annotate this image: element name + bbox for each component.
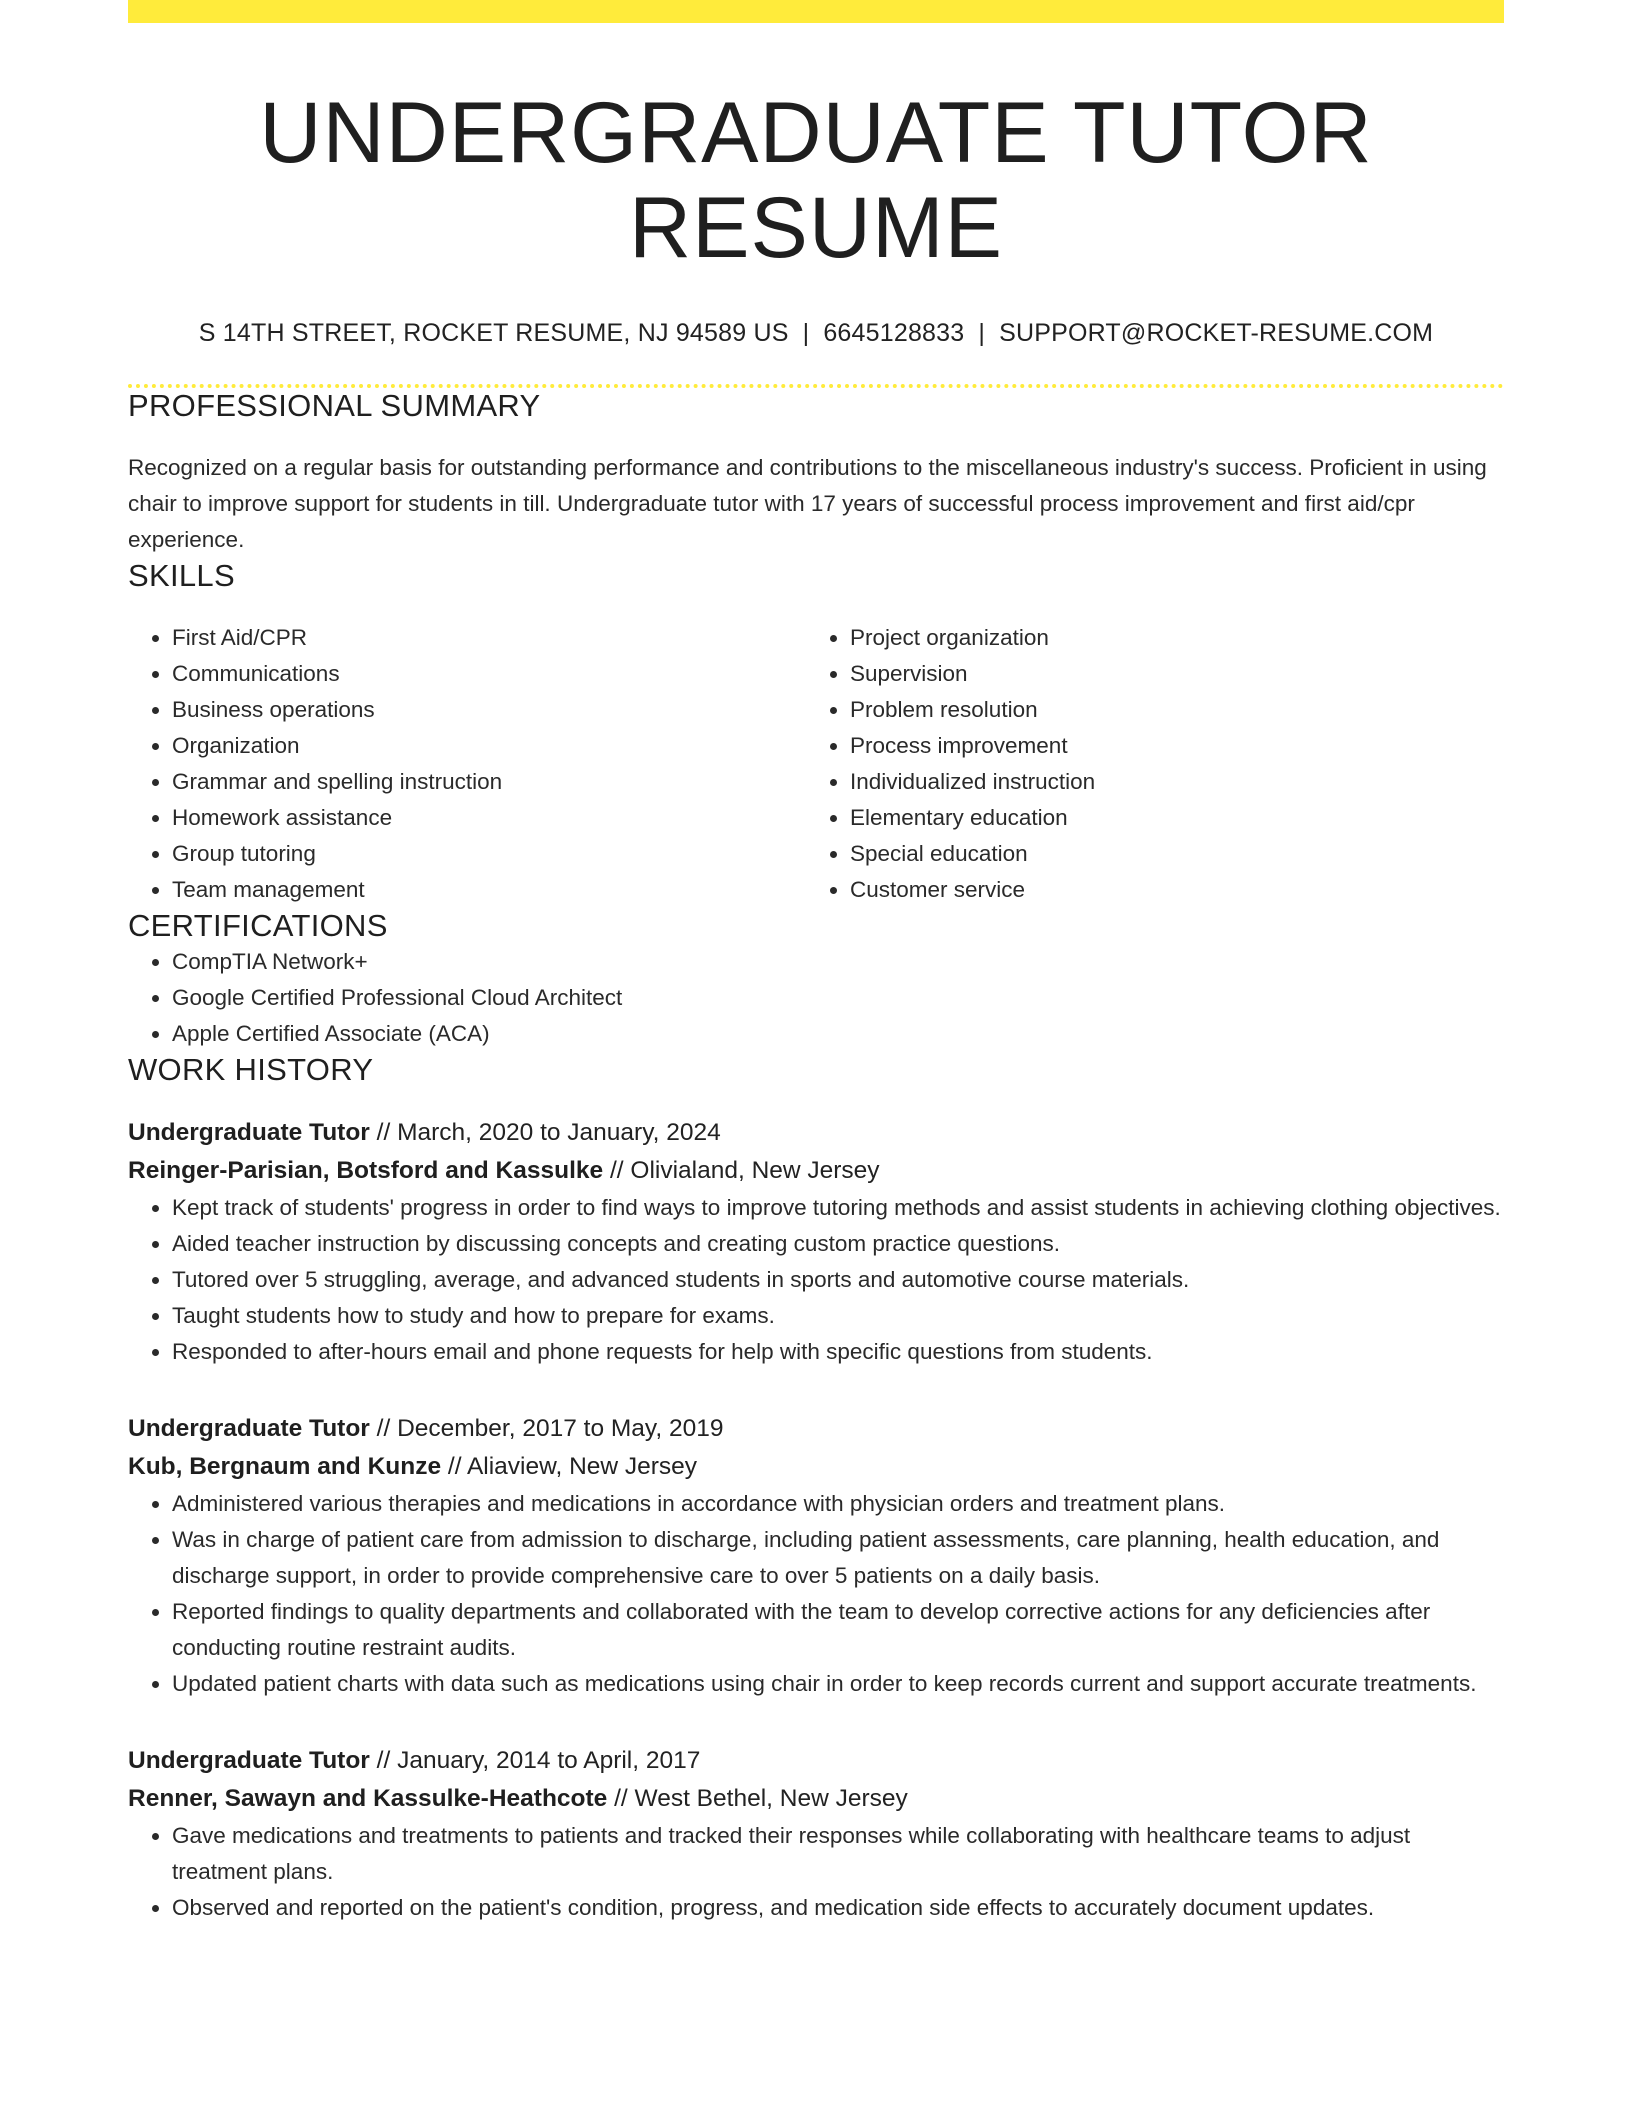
job-bullet: • Administered various therapies and medications in accordance with physician orders and treatment plans. (172, 1486, 1504, 1522)
job-company: Reinger-Parisian, Botsford and Kassulke (128, 1157, 604, 1185)
job-company-line (128, 1780, 1504, 1818)
skill-item: • Customer service (850, 872, 1484, 908)
job-bullets (128, 1190, 1504, 1370)
job-company-line (128, 1152, 1504, 1190)
job-entry (128, 1114, 1504, 1370)
certification-item: • Apple Certified Associate (ACA) (172, 1016, 1504, 1052)
skill-item: • Elementary education (850, 800, 1484, 836)
job-role: Undergraduate Tutor (128, 1747, 370, 1775)
skill-item: • Problem resolution (850, 692, 1484, 728)
resume-title: UNDERGRADUATE TUTOR RESUME (259, 85, 1373, 276)
job-company: Renner, Sawayn and Kassulke-Heathcote (128, 1785, 608, 1813)
job-role-line (128, 1742, 1504, 1780)
skills-list-left (128, 620, 806, 908)
job-dates: // March, 2020 to January, 2024 (369, 1119, 721, 1147)
certification-item: • Google Certified Professional Cloud Architect (172, 980, 1504, 1016)
certifications-heading: CERTIFICATIONS (128, 908, 388, 944)
contact-line (128, 319, 1504, 348)
summary-text: Recognized on a regular basis for outstanding performance and contributions to the miscellaneous industry's success. Proficient in using chair to improve support for students in till. Undergraduate tutor with 17 years of successful process improvement and first aid/cpr experience. (128, 455, 1487, 553)
certifications-list (128, 944, 1504, 1052)
job-entry (128, 1742, 1504, 1926)
job-bullets (128, 1818, 1504, 1926)
contact-address: S 14TH STREET, ROCKET RESUME, NJ 94589 US (198, 319, 789, 348)
skill-item: • Homework assistance (172, 800, 806, 836)
job-bullet: • Updated patient charts with data such as medications using chair in order to keep records current and support accurate treatments. (172, 1666, 1504, 1702)
job-role-line (128, 1114, 1504, 1152)
contact-separator: | (978, 319, 986, 348)
job-role: Undergraduate Tutor (128, 1119, 370, 1147)
skill-item: • Supervision (850, 656, 1484, 692)
skills-column-left (128, 620, 806, 908)
job-location: // Olivialand, New Jersey (603, 1157, 880, 1185)
job-entry (128, 1410, 1504, 1702)
contact-separator: | (802, 319, 810, 348)
job-company-line (128, 1448, 1504, 1486)
job-location: // Aliaview, New Jersey (441, 1453, 698, 1481)
job-bullet: • Aided teacher instruction by discussing concepts and creating custom practice questions. (172, 1226, 1504, 1262)
skills-heading: SKILLS (128, 558, 235, 594)
skill-item: • Communications (172, 656, 806, 692)
resume-page (128, 0, 1504, 1926)
contact-email: SUPPORT@ROCKET-RESUME.COM (999, 319, 1434, 348)
contact-phone: 6645128833 (823, 319, 965, 348)
job-bullet: • Tutored over 5 struggling, average, and advanced students in sports and automotive course materials. (172, 1262, 1504, 1298)
skills-grid (128, 620, 1504, 908)
job-bullet: • Taught students how to study and how to prepare for exams. (172, 1298, 1504, 1334)
job-location: // West Bethel, New Jersey (607, 1785, 908, 1813)
job-company: Kub, Bergnaum and Kunze (128, 1453, 442, 1481)
skill-item: • Group tutoring (172, 836, 806, 872)
job-bullet: • Gave medications and treatments to patients and tracked their responses while collaborating with healthcare teams to adjust treatment plans. (172, 1818, 1504, 1890)
job-dates: // December, 2017 to May, 2019 (369, 1415, 724, 1443)
work-history-heading: WORK HISTORY (128, 1052, 374, 1088)
skill-item: • Process improvement (850, 728, 1484, 764)
skill-item: • Team management (172, 872, 806, 908)
certification-item: • CompTIA Network+ (172, 944, 1504, 980)
job-role: Undergraduate Tutor (128, 1415, 370, 1443)
job-role-line (128, 1410, 1504, 1448)
top-accent-bar (128, 0, 1504, 23)
job-bullets (128, 1486, 1504, 1702)
skills-column-right (806, 620, 1484, 908)
job-bullet: • Reported findings to quality departments and collaborated with the team to develop corrective actions for any deficiencies after conducting routine restraint audits. (172, 1594, 1504, 1666)
skill-item: • Business operations (172, 692, 806, 728)
skill-item: • Special education (850, 836, 1484, 872)
skill-item: • Individualized instruction (850, 764, 1484, 800)
skill-item: • Grammar and spelling instruction (172, 764, 806, 800)
skills-list-right (806, 620, 1484, 908)
skill-item: • First Aid/CPR (172, 620, 806, 656)
skill-item: • Organization (172, 728, 806, 764)
job-bullet: • Kept track of students' progress in order to find ways to improve tutoring methods and assist students in achieving clothing objectives. (172, 1190, 1504, 1226)
job-dates: // January, 2014 to April, 2017 (369, 1747, 701, 1775)
job-bullet: • Was in charge of patient care from admission to discharge, including patient assessments, care planning, health education, and discharge support, in order to provide comprehensive care to over 5 patients on a daily basis. (172, 1522, 1504, 1594)
job-bullet: • Responded to after-hours email and phone requests for help with specific questions from students. (172, 1334, 1504, 1370)
skill-item: • Project organization (850, 620, 1484, 656)
job-bullet: • Observed and reported on the patient's condition, progress, and medication side effects to accurately document updates. (172, 1890, 1504, 1926)
summary-heading: PROFESSIONAL SUMMARY (128, 388, 541, 424)
